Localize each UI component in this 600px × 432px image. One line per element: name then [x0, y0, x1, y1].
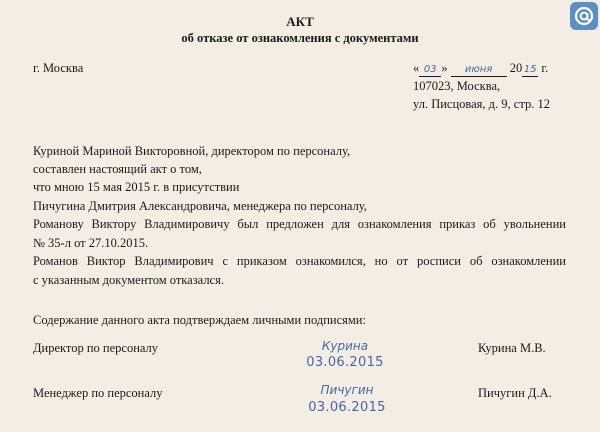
signer-position: Менеджер по персоналу [33, 386, 163, 400]
handwritten-signature: Пичугин [320, 383, 374, 397]
document-date [413, 60, 548, 77]
confirmation-text: Содержание данного акта подтверждаем личными подписями: [33, 313, 366, 327]
date-open-quote: « [413, 61, 420, 75]
signer-name: Курина М.В. [478, 341, 546, 355]
date-day: 03 [419, 64, 441, 77]
date-year-prefix: 20 [509, 61, 523, 75]
body-line: составлен настоящий акт о том, [33, 162, 202, 176]
address-line-2: ул. Писцовая, д. 9, стр. 12 [413, 97, 550, 111]
document-subtitle: об отказе от ознакомления с документами [181, 31, 419, 45]
signer-position: Директор по персоналу [33, 341, 159, 355]
handwritten-date: 03.06.2015 [306, 355, 384, 370]
address-line-1: 107023, Москва, [413, 79, 501, 93]
handwritten-date: 03.06.2015 [308, 400, 386, 415]
body-line: Пичугина Дмитрия Александровича, менеджера по персоналу, [33, 199, 367, 213]
date-month: июня [451, 64, 507, 77]
signer-name: Пичугин Д.А. [478, 386, 552, 400]
date-year-label: г. [541, 61, 549, 75]
body-line: что мною 15 мая 2015 г. в присутствии [33, 180, 240, 194]
body-line: Куриной Мариной Викторовной, директором по персоналу, [33, 144, 351, 158]
handwritten-signature: Курина [321, 339, 369, 353]
city: г. Москва [33, 61, 84, 75]
document-title: АКТ [286, 14, 314, 29]
body-line: Романов Виктор Владимирович с приказом ознакомился, но от росписи об ознакомлении [33, 254, 566, 268]
body-line: № 35-л от 27.10.2015. [33, 236, 149, 250]
body-line: с указанным документом отказался. [33, 273, 224, 287]
body-line: Романову Виктору Владимировичу был предложен для ознакомления приказ об увольнении [33, 217, 566, 231]
date-close-quote: » [441, 61, 448, 75]
date-year-suffix: 15 [523, 64, 537, 75]
